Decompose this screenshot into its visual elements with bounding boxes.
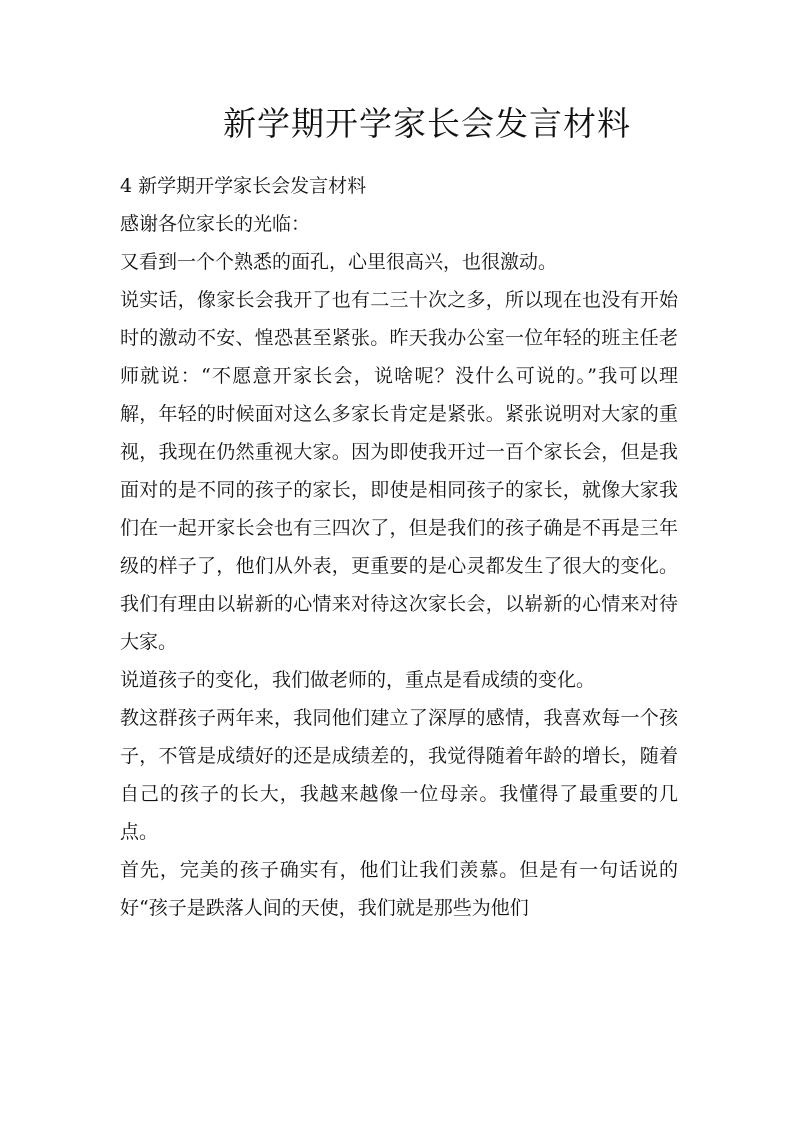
document-body [120, 167, 678, 927]
document-title: 新学期开学家长会发言材料 [223, 104, 631, 143]
paragraph-greeting: 感谢各位家长的光临： [120, 213, 311, 235]
paragraph-changes: 说道孩子的变化，我们做老师的，重点是看成绩的变化。 [120, 669, 596, 691]
paragraph-honestly: 说实话，像家长会我开了也有二三十次之多，所以现在也没有开始时的激动不安、惶恐甚至紧张。昨天我办公室一位年轻的班主任老师就说：“不愿意开家长会，说啥呢？没什么可说的。”我可以理解，年轻的时候面对这么多家长肯定是紧张。紧张说明对大家的重视，我现在仍然重视大家。因为即使我开过一百个家长会，但是我面对的是不同的孩子的家长，即使是相同孩子的家长，就像大家我们在一起开家长会也有三四次了，但是我们的孩子确是不再是三年级的样子了，他们从外表，更重要的是心灵都发生了很大的变化。我们有理由以崭新的心情来对待这次家长会，以崭新的心情来对待大家。 [120, 289, 678, 653]
paragraph-firstly: 首先，完美的孩子确实有，他们让我们羡慕。但是有一句话说的好“孩子是跌落人间的天使，我们就是那些为他们 [120, 859, 678, 919]
document-subtitle: 4 新学期开学家长会发言材料 [120, 175, 367, 197]
paragraph-familiar-faces: 又看到一个个熟悉的面孔，心里很高兴，也很激动。 [120, 251, 558, 273]
paragraph-two-years: 教这群孩子两年来，我同他们建立了深厚的感情，我喜欢每一个孩子，不管是成绩好的还是成绩差的，我觉得随着年龄的增长，随着自己的孩子的长大，我越来越像一位母亲。我懂得了最重要的几点。 [120, 707, 678, 843]
